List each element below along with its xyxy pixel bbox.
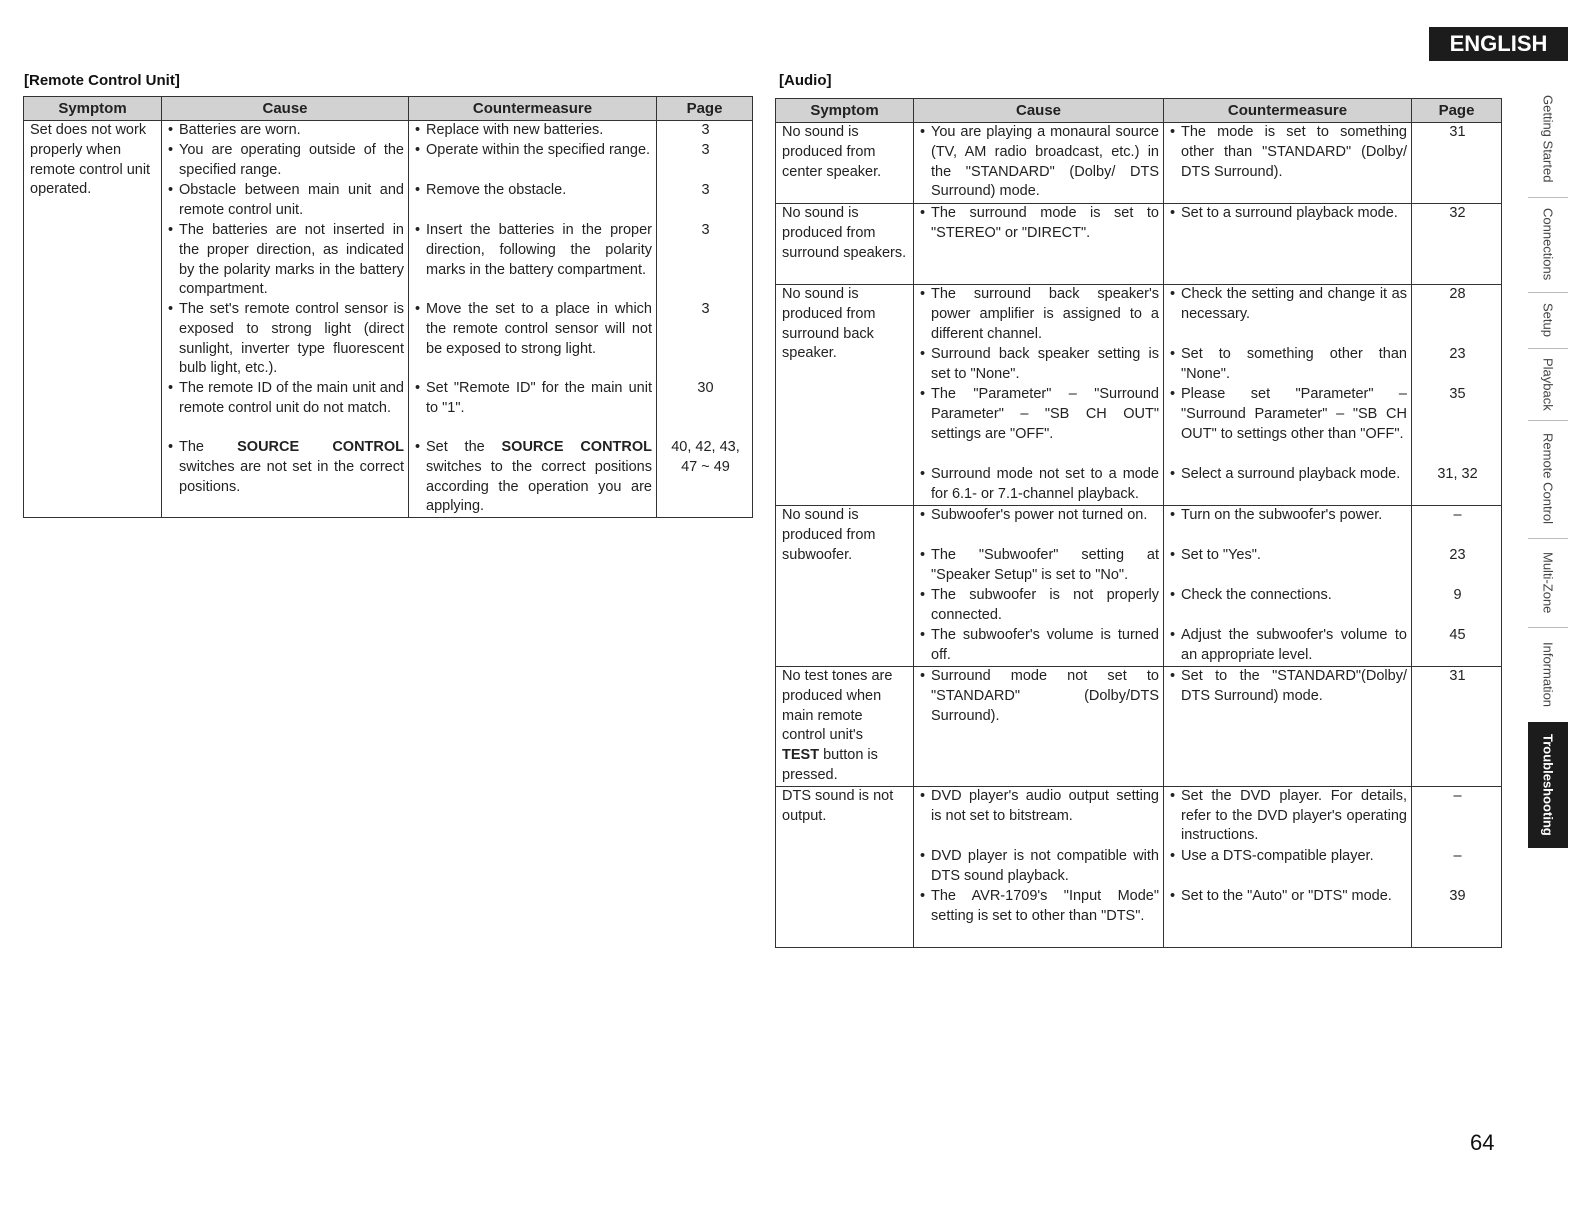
cause-cell <box>914 667 1164 787</box>
page-ref: 31, 32 <box>1437 466 1478 482</box>
page-ref: 35 <box>1449 386 1466 402</box>
page-ref: – <box>1453 787 1462 804</box>
page-ref: 28 <box>1449 286 1466 302</box>
cause-item: • The remote ID of the main unit and remote control unit do not match. <box>168 379 404 438</box>
page-ref: 30 <box>697 380 714 396</box>
cause-header: Cause <box>162 97 409 121</box>
cause-text: switches are not set in the correct positions. <box>179 458 404 495</box>
cause-item: • You are playing a monaural source (TV, AM radio broadcast, etc.) in the "STANDARD" (Dolby/ DTS Surround) mode. <box>920 123 1159 203</box>
side-nav-information[interactable] <box>1528 627 1568 722</box>
page-ref: 40, 42, 43, 47 ~ 49 <box>671 439 740 475</box>
symptom-cell <box>776 204 914 285</box>
countermeasure-item: • Set to the "STANDARD"(Dolby/ DTS Surround) mode. <box>1170 667 1407 707</box>
symptom-text: DTS sound is not output. <box>782 787 894 824</box>
cause-item: • The AVR-1709's "Input Mode" setting is set to other than "DTS". <box>920 887 1159 947</box>
cause-item: • Subwoofer's power not turned on. <box>920 506 1159 546</box>
cause-item: • Obstacle between main unit and remote control unit. <box>168 181 404 221</box>
countermeasure-item: • Set to the "Auto" or "DTS" mode. <box>1170 887 1407 947</box>
language-tab: ENGLISH <box>1429 27 1568 61</box>
page-cell <box>1412 204 1502 285</box>
table-row <box>776 506 1502 667</box>
cause-item: • The subwoofer is not properly connected. <box>920 586 1159 626</box>
countermeasure-item: • Use a DTS-compatible player. <box>1170 847 1407 887</box>
cause-item: • DVD player's audio output setting is not set to bitstream. <box>920 787 1159 847</box>
cause-cell <box>914 285 1164 506</box>
cause-item: • The surround back speaker's power amplifier is assigned to a different channel. <box>920 285 1159 345</box>
countermeasure-item: • Set to something other than "None". <box>1170 345 1407 385</box>
cause-item: • The surround mode is set to "STEREO" or "DIRECT". <box>920 204 1159 284</box>
countermeasure-item: • Set to "Yes". <box>1170 546 1407 586</box>
table-row <box>24 121 753 518</box>
cause-cell <box>914 506 1164 667</box>
page-header: Page <box>1412 99 1502 123</box>
side-nav-setup[interactable] <box>1528 292 1568 348</box>
countermeasure-cell <box>1164 786 1412 947</box>
countermeasure-cell <box>1164 506 1412 667</box>
side-nav-playback[interactable] <box>1528 348 1568 420</box>
cause-item: • The batteries are not inserted in the proper direction, as indicated by the polarity marks in the battery compartment. <box>168 221 404 300</box>
countermeasure-item: • Please set "Parameter" – "Surround Parameter" – "SB CH OUT" to settings other than "OFF". <box>1170 385 1407 465</box>
page-ref: 39 <box>1449 887 1466 904</box>
countermeasure-item: • Turn on the subwoofer's power. <box>1170 506 1407 546</box>
page-ref: 3 <box>701 182 710 198</box>
cause-cell <box>914 123 1164 204</box>
page-ref: 3 <box>701 142 710 158</box>
countermeasure-cell <box>1164 123 1412 204</box>
cause-header: Cause <box>914 99 1164 123</box>
page-cell <box>1412 786 1502 947</box>
cause-item <box>168 438 404 517</box>
nav-label: Getting Started <box>1540 94 1556 183</box>
countermeasure-cell <box>1164 667 1412 787</box>
countermeasure-item: • Check the connections. <box>1170 586 1407 626</box>
countermeasure-cell <box>1164 204 1412 285</box>
symptom-header: Symptom <box>24 97 162 121</box>
nav-label: Setup <box>1540 303 1556 337</box>
symptom-text-part: No test tones are produced when main remote control unit's <box>782 668 893 744</box>
countermeasure-item: • Insert the batteries in the proper direction, following the polarity marks in the battery compartment. <box>415 221 652 300</box>
countermeasure-item <box>415 438 652 517</box>
countermeasure-text: Set the <box>426 439 502 455</box>
nav-label: Connections <box>1540 208 1556 281</box>
symptom-cell <box>776 123 914 204</box>
page-cell <box>1412 667 1502 787</box>
page-ref: 9 <box>1453 587 1462 603</box>
page-number: 64 <box>1470 1130 1495 1155</box>
countermeasure-item: • Select a surround playback mode. <box>1170 465 1407 505</box>
page-ref: 3 <box>701 222 710 238</box>
nav-label: Multi-Zone <box>1540 551 1556 614</box>
countermeasure-text: switches to the correct positions according the operation you are applying. <box>426 458 652 515</box>
table-row <box>776 123 1502 204</box>
countermeasure-header: Countermeasure <box>1164 99 1412 123</box>
audio-section-title: [Audio] <box>779 72 832 89</box>
cause-cell <box>162 121 409 518</box>
nav-label: Troubleshooting <box>1540 734 1556 836</box>
symptom-text: No sound is produced from center speaker. <box>782 124 882 180</box>
nav-label: Playback <box>1540 357 1556 411</box>
source-control-label: SOURCE CONTROL <box>237 439 405 455</box>
symptom-cell <box>776 786 914 947</box>
cause-cell <box>914 204 1164 285</box>
symptom-cell <box>24 121 162 518</box>
symptom-cell <box>776 506 914 667</box>
page-ref: 31 <box>1449 124 1466 140</box>
table-header-row <box>24 97 753 121</box>
cause-item: • The "Subwoofer" setting at "Speaker Setup" is set to "No". <box>920 546 1159 586</box>
nav-label: Remote Control <box>1540 433 1556 525</box>
test-button-label: TEST <box>782 747 820 764</box>
page-ref: – <box>1453 507 1462 523</box>
countermeasure-cell <box>1164 285 1412 506</box>
remote-troubleshooting-table <box>23 96 753 518</box>
symptom-text <box>782 667 909 786</box>
countermeasure-item: • Adjust the subwoofer's volume to an appropriate level. <box>1170 626 1407 666</box>
symptom-text: Set does not work properly when remote control unit operated. <box>30 122 151 198</box>
countermeasure-header: Countermeasure <box>409 97 657 121</box>
countermeasure-item: • Replace with new batteries. <box>415 121 652 141</box>
countermeasure-item: • The mode is set to something other than "STANDARD" (Dolby/ DTS Surround). <box>1170 123 1407 203</box>
cause-item: • Surround mode not set to a mode for 6.1- or 7.1-channel playback. <box>920 465 1159 505</box>
side-nav-troubleshooting[interactable] <box>1528 722 1568 848</box>
page-ref: 32 <box>1449 205 1466 221</box>
table-header-row <box>776 99 1502 123</box>
table-row <box>776 285 1502 506</box>
countermeasure-item: • Set to a surround playback mode. <box>1170 204 1407 284</box>
page-ref: 23 <box>1449 346 1466 362</box>
countermeasure-item: • Set "Remote ID" for the main unit to "1". <box>415 379 652 438</box>
table-row <box>776 786 1502 947</box>
countermeasure-item: • Move the set to a place in which the remote control sensor will not be exposed to strong light. <box>415 300 652 379</box>
remote-section-title: [Remote Control Unit] <box>24 72 180 89</box>
symptom-text: No sound is produced from subwoofer. <box>782 507 876 563</box>
table-row <box>776 667 1502 787</box>
symptom-text: No sound is produced from surround back speaker. <box>782 286 876 362</box>
cause-item: • DVD player is not compatible with DTS sound playback. <box>920 847 1159 887</box>
cause-item: • Batteries are worn. <box>168 121 404 141</box>
page-ref: 23 <box>1449 547 1466 563</box>
page-cell <box>1412 285 1502 506</box>
side-nav-multi-zone[interactable] <box>1528 538 1568 627</box>
cause-item: • Surround back speaker setting is set to "None". <box>920 345 1159 385</box>
nav-label: Information <box>1540 641 1556 708</box>
cause-item: • The set's remote control sensor is exposed to strong light (direct sunlight, inverter type fluorescent bulb light, etc.). <box>168 300 404 379</box>
page-cell <box>1412 506 1502 667</box>
cause-item: • You are operating outside of the specified range. <box>168 141 404 181</box>
countermeasure-cell <box>409 121 657 518</box>
symptom-cell <box>776 285 914 506</box>
page-ref: – <box>1453 847 1462 864</box>
side-nav-remote-control[interactable] <box>1528 420 1568 538</box>
page-header: Page <box>657 97 753 121</box>
cause-item: • The "Parameter" – "Surround Parameter" – "SB CH OUT" settings are "OFF". <box>920 385 1159 465</box>
page-ref: 3 <box>701 122 710 138</box>
page-ref: 31 <box>1449 668 1466 684</box>
countermeasure-item: • Set the DVD player. For details, refer to the DVD player's operating instructions. <box>1170 787 1407 847</box>
cause-text: The <box>179 439 238 455</box>
page-ref: 45 <box>1449 627 1466 643</box>
audio-troubleshooting-table <box>775 98 1502 948</box>
table-row <box>776 204 1502 285</box>
side-nav-getting-started[interactable] <box>1528 80 1568 197</box>
side-nav-connections[interactable] <box>1528 197 1568 292</box>
countermeasure-item: • Check the setting and change it as necessary. <box>1170 285 1407 345</box>
countermeasure-item: • Operate within the specified range. <box>415 141 652 181</box>
page-ref: 3 <box>701 301 710 317</box>
cause-item: • Surround mode not set to "STANDARD" (Dolby/DTS Surround). <box>920 667 1159 726</box>
source-control-label: SOURCE CONTROL <box>501 439 653 455</box>
symptom-header: Symptom <box>776 99 914 123</box>
symptom-text: No sound is produced from surround speakers. <box>782 205 907 261</box>
countermeasure-item: • Remove the obstacle. <box>415 181 652 221</box>
symptom-cell <box>776 667 914 787</box>
symptom-text-part: button is pressed. <box>782 747 878 783</box>
page-cell <box>657 121 753 518</box>
cause-item: • The subwoofer's volume is turned off. <box>920 626 1159 666</box>
cause-cell <box>914 786 1164 947</box>
page-cell <box>1412 123 1502 204</box>
